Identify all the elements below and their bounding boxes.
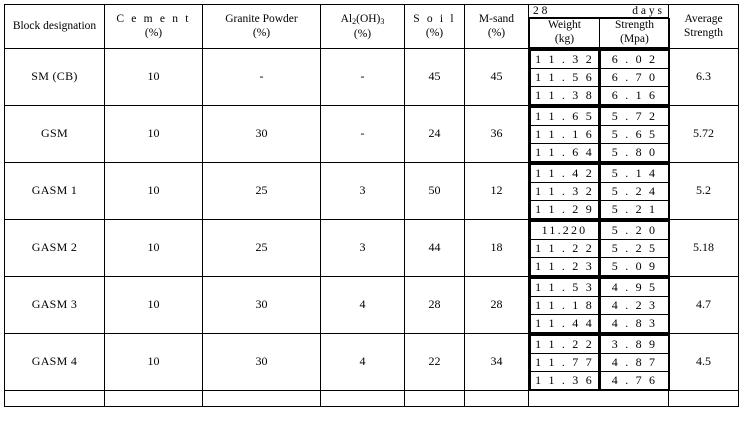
cell-aloh: 3	[321, 219, 405, 276]
strength-values	[600, 164, 669, 218]
weight-strength-values	[529, 163, 670, 219]
header-average-label-2: Strength	[684, 27, 723, 40]
cell-granite-powder: 30	[203, 333, 321, 390]
cell-soil: 50	[405, 162, 465, 219]
weight-value: 1 1 . 2 2	[531, 335, 599, 353]
strength-value: 4 . 8 7	[601, 353, 669, 371]
weight-values	[530, 164, 599, 218]
strength-column	[600, 334, 670, 389]
strength-value: 5 . 1 4	[601, 164, 669, 182]
weight-values	[530, 221, 599, 275]
cell-aloh: -	[321, 48, 405, 105]
mix-proportion-strength-table	[4, 4, 739, 407]
cell-block-designation: GASM 1	[5, 162, 105, 219]
table-row	[5, 162, 739, 219]
weight-strength-subgrid	[529, 18, 670, 48]
cell-granite-powder: -	[203, 48, 321, 105]
header-weight	[530, 19, 600, 48]
weight-column	[530, 163, 600, 218]
weight-value: 1 1 . 3 6	[531, 371, 599, 389]
table-row	[5, 48, 739, 105]
cell-soil: 24	[405, 105, 465, 162]
header-granite-powder	[203, 5, 321, 49]
cell-soil: 28	[405, 276, 465, 333]
weight-value: 1 1 . 2 3	[531, 257, 599, 275]
weight-column	[530, 334, 600, 389]
cell-cement: 10	[105, 333, 203, 390]
header-28-days-group	[529, 5, 669, 18]
cell-cement: 10	[105, 105, 203, 162]
strength-value: 5 . 2 1	[601, 200, 669, 218]
header-strength-unit: (Mpa)	[620, 32, 649, 45]
header-soil	[405, 5, 465, 49]
header-weight-label: Weight	[548, 19, 581, 31]
strength-value: 4 . 7 6	[601, 371, 669, 389]
cell-granite-powder: 30	[203, 105, 321, 162]
cell-granite-powder: 30	[203, 276, 321, 333]
cell-granite-powder: 25	[203, 162, 321, 219]
header-cement	[105, 5, 203, 49]
cell-aloh: 4	[321, 276, 405, 333]
header-soil-label: S o i l	[413, 12, 456, 25]
strength-value: 5 . 6 5	[601, 125, 669, 143]
weight-strength-values	[529, 277, 670, 333]
cell-block-designation: GASM 3	[5, 276, 105, 333]
cell-aloh: -	[321, 105, 405, 162]
cell-block-designation: GSM	[5, 105, 105, 162]
cell-weight-strength-group	[529, 333, 669, 390]
header-block-designation: Block designation	[5, 5, 105, 49]
table-footer-spacer-row	[5, 390, 739, 406]
strength-values	[600, 107, 669, 161]
spacer-cell	[105, 390, 203, 406]
header-weight-strength-pair	[529, 18, 669, 49]
cell-average-strength: 6.3	[669, 48, 739, 105]
cell-weight-strength-group	[529, 162, 669, 219]
cell-weight-strength-group	[529, 48, 669, 105]
strength-value: 4 . 9 5	[601, 278, 669, 296]
weight-value: 1 1 . 1 6	[531, 125, 599, 143]
strength-column	[600, 49, 670, 104]
spacer-cell	[203, 390, 321, 406]
cell-soil: 44	[405, 219, 465, 276]
table-header-row	[5, 5, 739, 18]
spacer-cell	[529, 390, 669, 406]
weight-values	[530, 278, 599, 332]
strength-value: 5 . 2 0	[601, 221, 669, 239]
strength-values	[600, 335, 669, 389]
cell-msand: 34	[465, 333, 529, 390]
cell-average-strength: 5.2	[669, 162, 739, 219]
header-soil-unit: (%)	[425, 27, 444, 40]
weight-value: 1 1 . 2 9	[531, 200, 599, 218]
strength-value: 5 . 2 5	[601, 239, 669, 257]
strength-column	[600, 220, 670, 275]
weight-value: 1 1 . 2 2	[531, 239, 599, 257]
header-strength	[600, 19, 670, 48]
spacer-cell	[405, 390, 465, 406]
weight-values	[530, 335, 599, 389]
weight-strength-values	[529, 220, 670, 276]
spacer-cell	[465, 390, 529, 406]
weight-value: 1 1 . 1 8	[531, 296, 599, 314]
cell-aloh: 3	[321, 162, 405, 219]
cell-average-strength: 4.5	[669, 333, 739, 390]
spacer-cell	[321, 390, 405, 406]
cell-soil: 22	[405, 333, 465, 390]
strength-column	[600, 163, 670, 218]
cell-block-designation: SM (CB)	[5, 48, 105, 105]
strength-value: 5 . 8 0	[601, 143, 669, 161]
weight-column	[530, 106, 600, 161]
strength-value: 5 . 2 4	[601, 182, 669, 200]
strength-value: 6 . 1 6	[601, 86, 669, 104]
spacer-cell	[5, 390, 105, 406]
strength-value: 4 . 8 3	[601, 314, 669, 332]
weight-value: 1 1 . 6 4	[531, 143, 599, 161]
weight-value: 1 1 . 5 3	[531, 278, 599, 296]
weight-column	[530, 49, 600, 104]
cell-block-designation: GASM 4	[5, 333, 105, 390]
cell-average-strength: 5.18	[669, 219, 739, 276]
weight-values	[530, 50, 599, 104]
cell-cement: 10	[105, 219, 203, 276]
cell-granite-powder: 25	[203, 219, 321, 276]
table-row	[5, 219, 739, 276]
table-row	[5, 276, 739, 333]
strength-values	[600, 278, 669, 332]
cell-msand: 45	[465, 48, 529, 105]
strength-value: 5 . 0 9	[601, 257, 669, 275]
header-cement-label: C e m e n t	[116, 12, 191, 25]
cell-block-designation: GASM 2	[5, 219, 105, 276]
weight-value: 11.220	[531, 221, 599, 239]
header-granite-powder-label: Granite Powder	[225, 12, 298, 25]
weight-column	[530, 277, 600, 332]
header-msand	[465, 5, 529, 49]
cell-cement: 10	[105, 48, 203, 105]
strength-value: 5 . 7 2	[601, 107, 669, 125]
spacer-cell	[669, 390, 739, 406]
strength-values	[600, 50, 669, 104]
cell-msand: 28	[465, 276, 529, 333]
cell-msand: 36	[465, 105, 529, 162]
table-row	[5, 333, 739, 390]
weight-strength-values	[529, 334, 670, 390]
header-average-label: Average	[684, 12, 723, 25]
document-page	[0, 4, 746, 430]
header-msand-unit: (%)	[487, 27, 506, 40]
weight-value: 1 1 . 3 2	[531, 182, 599, 200]
strength-column	[600, 106, 670, 161]
strength-column	[600, 277, 670, 332]
cell-cement: 10	[105, 162, 203, 219]
strength-value: 6 . 7 0	[601, 68, 669, 86]
header-aloh-label: $Al_2(OH)_3$	[340, 12, 385, 26]
strength-value: 6 . 0 2	[601, 50, 669, 68]
header-average-strength	[669, 5, 739, 49]
cell-weight-strength-group	[529, 276, 669, 333]
cell-msand: 18	[465, 219, 529, 276]
header-weight-unit: (kg)	[554, 32, 575, 45]
header-msand-label: M-sand	[478, 12, 515, 25]
cell-average-strength: 4.7	[669, 276, 739, 333]
cell-soil: 45	[405, 48, 465, 105]
header-granite-powder-unit: (%)	[252, 27, 271, 40]
header-cement-unit: (%)	[144, 27, 163, 40]
cell-aloh: 4	[321, 333, 405, 390]
header-aloh-unit: (%)	[353, 27, 372, 40]
strength-value: 3 . 8 9	[601, 335, 669, 353]
strength-value: 4 . 2 3	[601, 296, 669, 314]
weight-value: 1 1 . 7 7	[531, 353, 599, 371]
cell-weight-strength-group	[529, 105, 669, 162]
cell-cement: 10	[105, 276, 203, 333]
weight-strength-values	[529, 106, 670, 162]
header-aluminium-hydroxide	[321, 5, 405, 49]
weight-value: 1 1 . 4 2	[531, 164, 599, 182]
header-strength-label: Strength	[615, 19, 654, 31]
weight-column	[530, 220, 600, 275]
cell-msand: 12	[465, 162, 529, 219]
header-28-days-number: 2 8	[533, 5, 548, 17]
cell-average-strength: 5.72	[669, 105, 739, 162]
weight-values	[530, 107, 599, 161]
weight-value: 1 1 . 3 8	[531, 86, 599, 104]
cell-weight-strength-group	[529, 219, 669, 276]
weight-value: 1 1 . 3 2	[531, 50, 599, 68]
weight-value: 1 1 . 5 6	[531, 68, 599, 86]
header-28-days-word: d a y s	[632, 5, 662, 17]
table-row	[5, 105, 739, 162]
weight-strength-values	[529, 49, 670, 105]
strength-values	[600, 221, 669, 275]
table-body	[5, 48, 739, 406]
weight-value: 1 1 . 6 5	[531, 107, 599, 125]
weight-value: 1 1 . 4 4	[531, 314, 599, 332]
